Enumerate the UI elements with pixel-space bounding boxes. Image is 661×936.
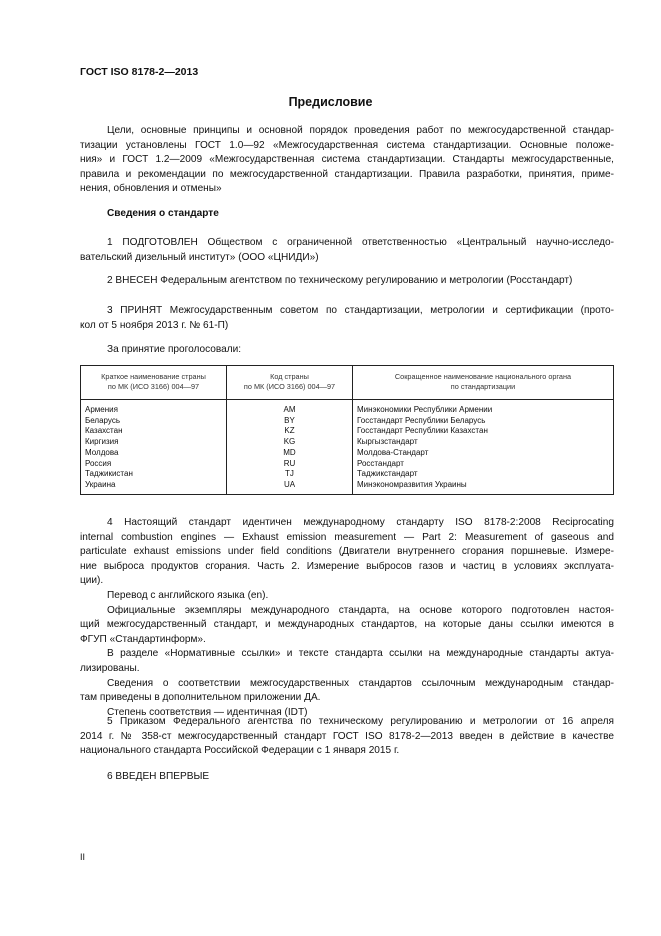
text-line: internal combustion engines — Exhaust emission measurement — Part 2: Measurement of gaseous and: [80, 531, 614, 543]
text-line: национального стандарта Российской Федерации с 1 января 2015 г.: [80, 745, 400, 757]
code-cell: RU: [227, 459, 353, 470]
country-cell: Украина: [81, 480, 227, 494]
body-cell: Госстандарт Республики Беларусь: [353, 416, 614, 427]
intro-paragraph: [80, 124, 614, 197]
text-line: правила и рекомендации по межгосударственной стандартизации. Правила разработки, принятия, приме-: [80, 168, 614, 180]
text-line: нения, обновления и отмены»: [80, 183, 222, 195]
item-1-paragraph: [80, 236, 614, 265]
text-line: тизации установлены ГОСТ 1.0—92 «Межгосударственная система стандартизации. Основные положе-: [80, 139, 614, 151]
code-cell: KG: [227, 437, 353, 448]
country-cell: Армения: [81, 400, 227, 416]
column-header-body: [353, 366, 614, 400]
text-line: 6 ВВЕДЕН ВПЕРВЫЕ: [107, 771, 210, 782]
code-cell: TJ: [227, 469, 353, 480]
header-line: по МК (ИСО 3166) 004—97: [107, 382, 200, 391]
text-line: кол от 5 ноября 2013 г. № 61-П): [80, 319, 229, 331]
text-line: 1 ПОДГОТОВЛЕН Обществом с ограниченной ответственностью «Центральный научно-исследо-: [107, 237, 614, 248]
item-2-paragraph: [80, 274, 614, 289]
table-row: [81, 400, 614, 416]
body-cell: Госстандарт Республики Казахстан: [353, 426, 614, 437]
text-line: 5 Приказом Федерального агентства по техническому регулированию и метрологии от 16 апреля: [107, 716, 614, 727]
table-row: [81, 437, 614, 448]
column-header-country: [81, 366, 227, 400]
country-cell: Таджикистан: [81, 469, 227, 480]
table-row: [81, 416, 614, 427]
header-line: по МК (ИСО 3166) 004—97: [243, 382, 336, 391]
text-line: В разделе «Нормативные ссылки» и тексте стандарта ссылки на международные стандарты актуа-: [107, 648, 614, 660]
body-cell: Таджикстандарт: [353, 469, 614, 480]
code-cell: UA: [227, 480, 353, 494]
header-line: Краткое наименование страны: [101, 372, 206, 381]
text-line: Сведения о соответствии межгосударственных стандартов ссылочным международным стандар-: [107, 677, 614, 689]
country-cell: Киргизия: [81, 437, 227, 448]
code-cell: KZ: [227, 426, 353, 437]
code-cell: BY: [227, 416, 353, 427]
standard-info-heading: Сведения о стандарте: [107, 208, 219, 219]
text-line: Официальные экземпляры международного стандарта, на основе которого подготовлен настоя-: [107, 604, 614, 616]
table-row: [81, 469, 614, 480]
voting-table: [80, 365, 614, 495]
text-line: Цели, основные принципы и основной порядок проведения работ по межгосударственной стандар-: [107, 125, 614, 136]
body-cell: Минэкономразвития Украины: [353, 480, 614, 494]
text-line: 2014 г. № 358-ст межгосударственный стандарт ГОСТ ISO 8178-2—2013 введен в действие в качестве: [80, 730, 614, 742]
text-line: ния» и ГОСТ 1.2—2009 «Межгосударственная система стандартизации. Стандарты межгосударственные,: [80, 154, 614, 166]
country-cell: Казахстан: [81, 426, 227, 437]
text-line: ФГУП «Стандартинформ».: [80, 633, 206, 645]
header-line: по стандартизации: [450, 382, 516, 391]
text-line: 4 Настоящий стандарт идентичен международному стандарту ISO 8178-2:2008 Reciprocating: [107, 517, 614, 528]
item-4-paragraph: [80, 516, 614, 720]
table-header-row: [81, 366, 614, 400]
text-line: Степень соответствия — идентичная (IDT): [107, 706, 308, 718]
text-line: там приведены в дополнительном приложении ДА.: [80, 692, 321, 704]
body-cell: Молдова-Стандарт: [353, 448, 614, 459]
item-6-paragraph: [80, 770, 614, 785]
document-id: ГОСТ ISO 8178-2—2013: [80, 66, 199, 78]
code-cell: AM: [227, 400, 353, 416]
code-cell: MD: [227, 448, 353, 459]
text-line: particulate exhaust emissions under field conditions (Двигатели внутреннего сгорания поршневые. Измере-: [80, 546, 614, 558]
text-line: вательский дизельный институт» (ООО «ЦНИДИ»): [80, 251, 319, 263]
country-cell: Россия: [81, 459, 227, 470]
page-title: Предисловие: [288, 95, 373, 109]
body-cell: Росстандарт: [353, 459, 614, 470]
text-line: Перевод с английского языка (en).: [107, 589, 269, 601]
country-cell: Беларусь: [81, 416, 227, 427]
text-line: 3 ПРИНЯТ Межгосударственным советом по стандартизации, метрологии и сертификации (прото-: [107, 305, 614, 316]
body-cell: Кыргызстандарт: [353, 437, 614, 448]
text-line: лизированы.: [80, 662, 140, 674]
text-line: щий межгосударственный стандарт, и международных стандартов, на которые даны ссылки имеются в: [80, 619, 614, 631]
column-header-code: [227, 366, 353, 400]
country-cell: Молдова: [81, 448, 227, 459]
header-line: Сокращенное наименование национального органа: [394, 372, 572, 381]
body-cell: Минэкономики Республики Армении: [353, 400, 614, 416]
table-row: [81, 480, 614, 494]
text-line: ние выброса продуктов сгорания. Часть 2. Измерение выбросов газов и частиц в условиях эксплуата-: [80, 560, 614, 572]
text-line: ции).: [80, 575, 104, 587]
item-3-paragraph: [80, 304, 614, 333]
table-row: [81, 448, 614, 459]
table-row: [81, 426, 614, 437]
item-5-paragraph: [80, 715, 614, 759]
voted-label: [80, 343, 614, 358]
header-line: Код страны: [270, 372, 309, 381]
text-line: 2 ВНЕСЕН Федеральным агентством по техническому регулированию и метрологии (Росстандарт): [107, 275, 573, 286]
text-line: За принятие проголосовали:: [107, 344, 242, 355]
page-number: II: [80, 852, 86, 862]
table-row: [81, 459, 614, 470]
